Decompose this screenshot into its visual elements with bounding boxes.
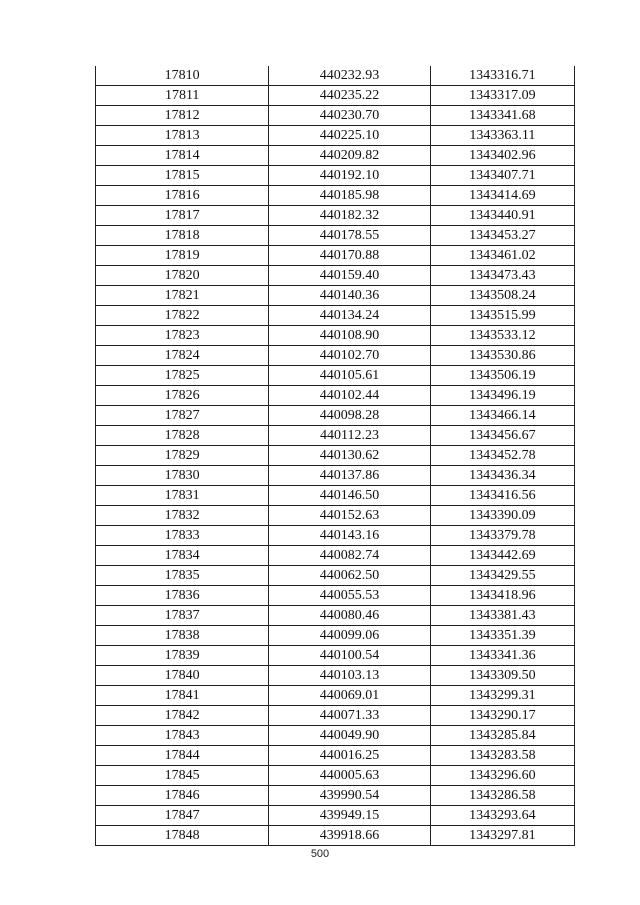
point-id-cell: 17840 [96,666,269,686]
y-coordinate-cell: 1343456.67 [430,426,574,446]
x-coordinate-cell: 439949.15 [269,806,430,826]
table-row [96,246,575,266]
x-coordinate-cell: 440098.28 [269,406,430,426]
y-coordinate-cell: 1343309.50 [430,666,574,686]
table-row [96,146,575,166]
point-id-cell: 17841 [96,686,269,706]
x-coordinate-cell: 440178.55 [269,226,430,246]
table-row [96,206,575,226]
y-coordinate-cell: 1343440.91 [430,206,574,226]
x-coordinate-cell: 440235.22 [269,86,430,106]
table-row [96,546,575,566]
point-id-cell: 17813 [96,126,269,146]
y-coordinate-cell: 1343473.43 [430,266,574,286]
x-coordinate-cell: 440192.10 [269,166,430,186]
y-coordinate-cell: 1343452.78 [430,446,574,466]
y-coordinate-cell: 1343515.99 [430,306,574,326]
point-id-cell: 17830 [96,466,269,486]
y-coordinate-cell: 1343299.31 [430,686,574,706]
point-id-cell: 17844 [96,746,269,766]
point-id-cell: 17833 [96,526,269,546]
y-coordinate-cell: 1343414.69 [430,186,574,206]
table-row [96,366,575,386]
x-coordinate-cell: 440108.90 [269,326,430,346]
y-coordinate-cell: 1343453.27 [430,226,574,246]
point-id-cell: 17810 [96,66,269,86]
table-row [96,746,575,766]
x-coordinate-cell: 440105.61 [269,366,430,386]
y-coordinate-cell: 1343390.09 [430,506,574,526]
x-coordinate-cell: 440016.25 [269,746,430,766]
y-coordinate-cell: 1343506.19 [430,366,574,386]
x-coordinate-cell: 440232.93 [269,66,430,86]
table-row [96,826,575,846]
y-coordinate-cell: 1343418.96 [430,586,574,606]
point-id-cell: 17812 [96,106,269,126]
point-id-cell: 17838 [96,626,269,646]
x-coordinate-cell: 440069.01 [269,686,430,706]
y-coordinate-cell: 1343402.96 [430,146,574,166]
point-id-cell: 17824 [96,346,269,366]
y-coordinate-cell: 1343293.64 [430,806,574,826]
point-id-cell: 17834 [96,546,269,566]
table-row [96,526,575,546]
point-id-cell: 17848 [96,826,269,846]
table-row [96,426,575,446]
y-coordinate-cell: 1343381.43 [430,606,574,626]
y-coordinate-cell: 1343341.68 [430,106,574,126]
x-coordinate-cell: 440230.70 [269,106,430,126]
table-row [96,686,575,706]
x-coordinate-cell: 440080.46 [269,606,430,626]
table-row [96,226,575,246]
table-row [96,706,575,726]
point-id-cell: 17846 [96,786,269,806]
table-row [96,326,575,346]
x-coordinate-cell: 440185.98 [269,186,430,206]
y-coordinate-cell: 1343429.55 [430,566,574,586]
table-row [96,286,575,306]
point-id-cell: 17837 [96,606,269,626]
table-row [96,166,575,186]
point-id-cell: 17814 [96,146,269,166]
point-id-cell: 17839 [96,646,269,666]
x-coordinate-cell: 440134.24 [269,306,430,326]
y-coordinate-cell: 1343363.11 [430,126,574,146]
table-row [96,786,575,806]
x-coordinate-cell: 440225.10 [269,126,430,146]
y-coordinate-cell: 1343496.19 [430,386,574,406]
point-id-cell: 17835 [96,566,269,586]
point-id-cell: 17821 [96,286,269,306]
point-id-cell: 17818 [96,226,269,246]
table-row [96,766,575,786]
y-coordinate-cell: 1343341.36 [430,646,574,666]
table-row [96,406,575,426]
table-row [96,726,575,746]
y-coordinate-cell: 1343466.14 [430,406,574,426]
y-coordinate-cell: 1343407.71 [430,166,574,186]
x-coordinate-cell: 440071.33 [269,706,430,726]
y-coordinate-cell: 1343533.12 [430,326,574,346]
y-coordinate-cell: 1343297.81 [430,826,574,846]
table-row [96,506,575,526]
point-id-cell: 17828 [96,426,269,446]
y-coordinate-cell: 1343442.69 [430,546,574,566]
point-id-cell: 17847 [96,806,269,826]
point-id-cell: 17820 [96,266,269,286]
table-row [96,806,575,826]
coordinate-table [95,66,575,846]
table-row [96,606,575,626]
y-coordinate-cell: 1343317.09 [430,86,574,106]
table-row [96,66,575,86]
x-coordinate-cell: 440112.23 [269,426,430,446]
table-row [96,126,575,146]
y-coordinate-cell: 1343285.84 [430,726,574,746]
x-coordinate-cell: 440170.88 [269,246,430,266]
x-coordinate-cell: 439990.54 [269,786,430,806]
table-row [96,106,575,126]
x-coordinate-cell: 440099.06 [269,626,430,646]
point-id-cell: 17817 [96,206,269,226]
x-coordinate-cell: 440102.44 [269,386,430,406]
point-id-cell: 17823 [96,326,269,346]
point-id-cell: 17816 [96,186,269,206]
y-coordinate-cell: 1343296.60 [430,766,574,786]
table-row [96,486,575,506]
x-coordinate-cell: 440005.63 [269,766,430,786]
table-row [96,566,575,586]
y-coordinate-cell: 1343508.24 [430,286,574,306]
point-id-cell: 17819 [96,246,269,266]
x-coordinate-cell: 440103.13 [269,666,430,686]
x-coordinate-cell: 440152.63 [269,506,430,526]
point-id-cell: 17836 [96,586,269,606]
point-id-cell: 17811 [96,86,269,106]
table-row [96,446,575,466]
x-coordinate-cell: 440146.50 [269,486,430,506]
point-id-cell: 17825 [96,366,269,386]
y-coordinate-cell: 1343351.39 [430,626,574,646]
x-coordinate-cell: 440143.16 [269,526,430,546]
table-row [96,346,575,366]
point-id-cell: 17842 [96,706,269,726]
x-coordinate-cell: 440049.90 [269,726,430,746]
point-id-cell: 17831 [96,486,269,506]
x-coordinate-cell: 440062.50 [269,566,430,586]
y-coordinate-cell: 1343316.71 [430,66,574,86]
table-row [96,586,575,606]
x-coordinate-cell: 440082.74 [269,546,430,566]
page-number: 500 [310,848,330,860]
table-row [96,666,575,686]
coordinate-table-body [96,66,575,846]
y-coordinate-cell: 1343461.02 [430,246,574,266]
table-row [96,386,575,406]
y-coordinate-cell: 1343416.56 [430,486,574,506]
x-coordinate-cell: 439918.66 [269,826,430,846]
x-coordinate-cell: 440209.82 [269,146,430,166]
x-coordinate-cell: 440140.36 [269,286,430,306]
point-id-cell: 17829 [96,446,269,466]
point-id-cell: 17843 [96,726,269,746]
point-id-cell: 17832 [96,506,269,526]
point-id-cell: 17822 [96,306,269,326]
y-coordinate-cell: 1343379.78 [430,526,574,546]
point-id-cell: 17826 [96,386,269,406]
x-coordinate-cell: 440159.40 [269,266,430,286]
table-row [96,266,575,286]
table-row [96,86,575,106]
x-coordinate-cell: 440055.53 [269,586,430,606]
x-coordinate-cell: 440100.54 [269,646,430,666]
x-coordinate-cell: 440102.70 [269,346,430,366]
x-coordinate-cell: 440137.86 [269,466,430,486]
point-id-cell: 17845 [96,766,269,786]
x-coordinate-cell: 440182.32 [269,206,430,226]
y-coordinate-cell: 1343286.58 [430,786,574,806]
table-row [96,466,575,486]
table-row [96,306,575,326]
point-id-cell: 17827 [96,406,269,426]
point-id-cell: 17815 [96,166,269,186]
x-coordinate-cell: 440130.62 [269,446,430,466]
table-row [96,626,575,646]
y-coordinate-cell: 1343283.58 [430,746,574,766]
table-row [96,646,575,666]
table-row [96,186,575,206]
y-coordinate-cell: 1343530.86 [430,346,574,366]
y-coordinate-cell: 1343290.17 [430,706,574,726]
y-coordinate-cell: 1343436.34 [430,466,574,486]
